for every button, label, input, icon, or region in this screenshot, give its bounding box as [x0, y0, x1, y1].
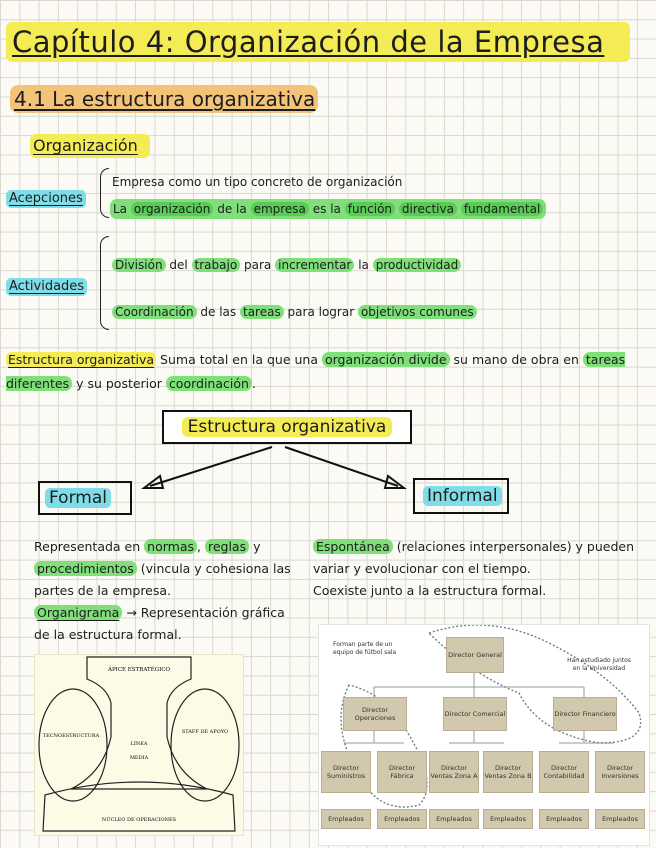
acepcion-2-part: La — [113, 202, 128, 216]
informal-part: (relaciones interpersonales) y pueden variar y evolucionar con el tiempo. — [313, 539, 635, 576]
definition-term: Estructura organizativa — [8, 352, 155, 367]
formal-part: procedimientos — [34, 561, 137, 576]
node-employees: Empleados — [595, 809, 645, 829]
actividad-2-part: de las — [200, 305, 237, 319]
node-bottom: Director Ventas Zona A — [429, 751, 479, 793]
informal-highlight: Espontánea — [313, 539, 393, 554]
definition-part: organización divide — [322, 352, 450, 367]
node-employees: Empleados — [539, 809, 589, 829]
definition-part: tareas diferentes — [6, 352, 626, 391]
actividades-label: Actividades — [6, 278, 87, 296]
acepcion-2-part: organización — [131, 202, 214, 216]
formal-label: Formal — [45, 488, 111, 508]
apex-label: ÁPICE ESTRATÉGICO — [107, 667, 171, 673]
middle-label-1: LÍNEA — [130, 741, 148, 747]
core-label: NÚCLEO DE OPERACIONES — [101, 817, 177, 823]
node-top: Director General — [446, 637, 504, 673]
node-bottom: Director Contabilidad — [539, 751, 589, 793]
definition-part: y su posterior — [76, 376, 162, 391]
acepcion-2-part: función — [345, 202, 395, 216]
actividad-1-part: para — [244, 258, 272, 272]
actividad-item-2 — [112, 302, 477, 322]
definition-part: Suma total en la que una — [160, 352, 318, 367]
node-bottom: Director Suministros — [321, 751, 371, 793]
section-heading: 4.1 La estructura organizativa — [10, 85, 318, 113]
arrow-left-line — [150, 447, 272, 486]
actividad-1-part: del — [169, 258, 188, 272]
formal-part: , — [197, 539, 201, 554]
acepcion-2-part: directiva — [399, 202, 457, 216]
definition-part: coordinación — [166, 376, 252, 391]
formal-part: y — [253, 539, 261, 554]
informal-label: Informal — [423, 486, 502, 506]
formal-description — [34, 536, 296, 646]
organigrama-term: Organigrama — [34, 605, 122, 620]
definition-paragraph — [6, 348, 646, 396]
note-right: Han estudiado juntos en la Universidad — [567, 657, 631, 672]
informal-part: Coexiste junto a la estructura formal. — [313, 583, 547, 598]
actividad-2-part: para lograr — [287, 305, 355, 319]
node-employees: Empleados — [321, 809, 371, 829]
acepcion-2-part: es la — [312, 202, 341, 216]
page-title: Capítulo 4: Organización de la Empresa — [6, 22, 630, 62]
formal-part: reglas — [205, 539, 249, 554]
actividad-2-part: objetivos comunes — [358, 305, 477, 319]
org-chart — [318, 624, 650, 846]
actividades-brace — [100, 236, 109, 330]
middle-label-2: MEDIA — [129, 755, 149, 761]
definition-part: su mano de obra en — [453, 352, 579, 367]
node-bottom: Director Fábrica — [377, 751, 427, 793]
actividad-1-part: la — [358, 258, 369, 272]
node-employees: Empleados — [429, 809, 479, 829]
node-mid: Director Comercial — [443, 697, 507, 731]
organigrama-definition: → Representación gráfica de la estructura formal. — [34, 605, 285, 642]
acepcion-item-2 — [110, 199, 546, 219]
mintzberg-diagram — [34, 654, 244, 836]
node-mid: Director Financiero — [553, 697, 617, 731]
organization-heading: Organización — [30, 134, 150, 158]
definition-part: . — [251, 376, 256, 391]
actividad-1-part: incrementar — [275, 258, 354, 272]
techno-label: TECNOESTRUCTURA — [42, 733, 100, 739]
node-bottom: Director Ventas Zona B — [483, 751, 533, 793]
acepciones-label: Acepciones — [6, 190, 86, 208]
actividad-2-part: tareas — [240, 305, 284, 319]
node-bottom: Director Inversiones — [595, 751, 645, 793]
tree-root-label: Estructura organizativa — [182, 417, 393, 437]
informal-description — [313, 536, 649, 602]
actividad-1-part: División — [112, 258, 166, 272]
node-mid: Director Operaciones — [343, 697, 407, 731]
acepcion-2-part: empresa — [251, 202, 309, 216]
mintzberg-svg — [35, 655, 243, 835]
acepcion-item-1: Empresa como un tipo concreto de organización — [112, 175, 403, 189]
formal-part: normas — [144, 539, 197, 554]
staff-label: STAFF DE APOYO — [181, 729, 229, 735]
actividad-1-part: trabajo — [192, 258, 241, 272]
formal-part: (vincula y cohesiona las partes de la empresa. — [34, 561, 291, 598]
formal-part: Representada en — [34, 539, 141, 554]
note-left: Forman parte de un equipo de fútbol sala — [333, 641, 397, 656]
informal-box — [413, 478, 509, 514]
acepcion-2-part: fundamental — [461, 202, 543, 216]
actividad-item-1 — [112, 255, 461, 275]
acepciones-brace — [100, 168, 109, 218]
actividad-2-part: Coordinación — [112, 305, 197, 319]
node-employees: Empleados — [377, 809, 427, 829]
acepcion-2-part: de la — [217, 202, 247, 216]
actividad-1-part: productividad — [373, 258, 462, 272]
node-employees: Empleados — [483, 809, 533, 829]
arrow-right-line — [285, 447, 398, 486]
formal-box — [38, 481, 132, 515]
